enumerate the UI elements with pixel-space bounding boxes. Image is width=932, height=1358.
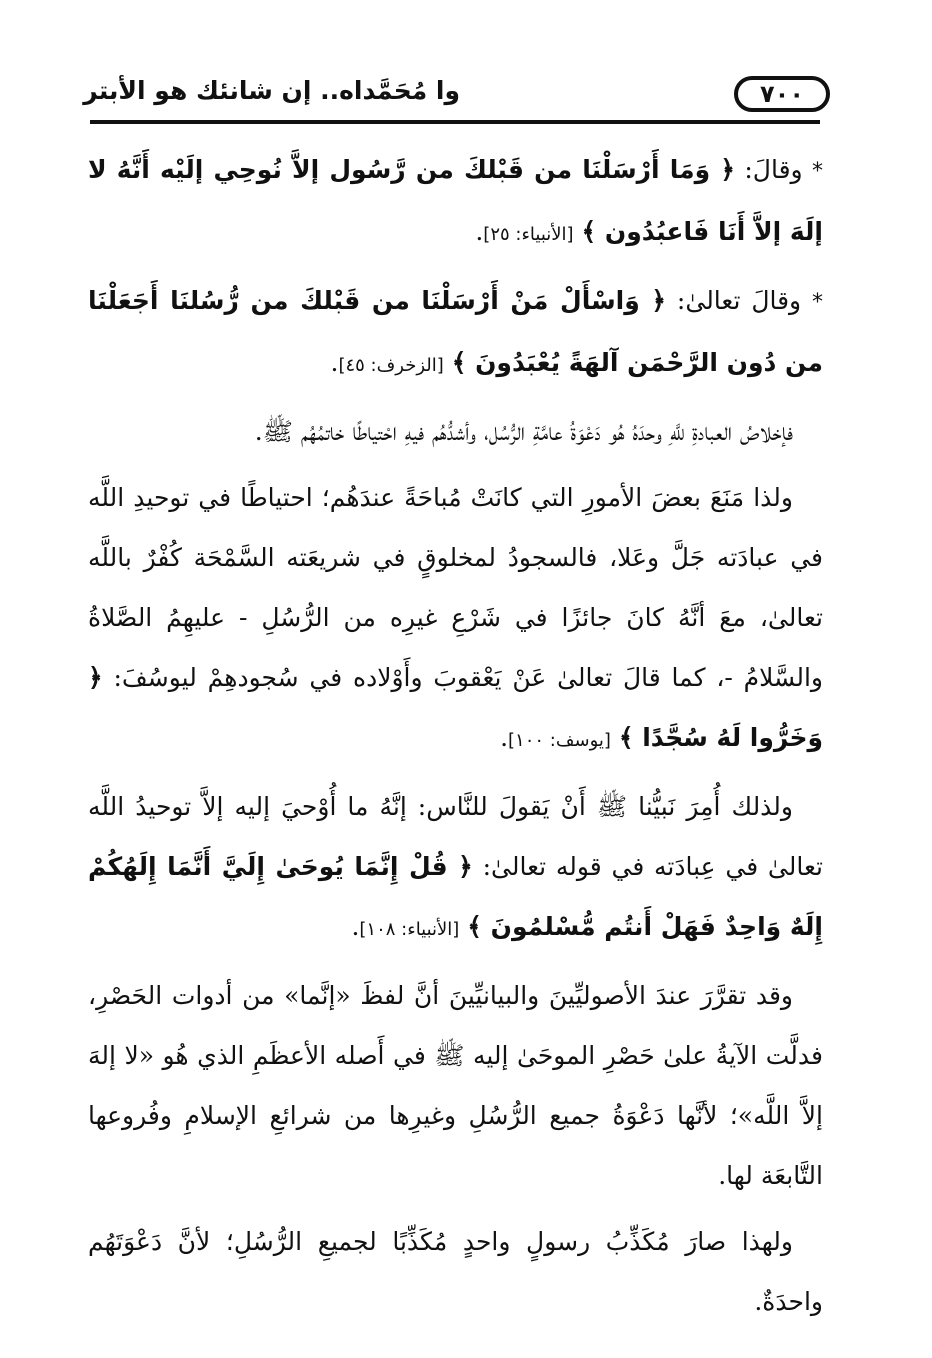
verse-reference: [الأنبياء: ١٠٨] [359, 919, 460, 940]
quran-verse: ﴿ وَمَا أَرْسَلْنَا من قَبْلكَ من رَّسُول إلاَّ نُوحِي إلَيْه أَنَّهُ لا إلَهَ إلاَّ أَنَا فَاعبُدُون ﴾ [88, 155, 823, 246]
running-title: وا مُحَمَّداه.. إن شانئك هو الأبتر [83, 76, 460, 105]
body-text: ولذلك أُمِرَ نَبيُّنا ﷺ أَنْ يَقولَ للنَّاس: إنَّهُ ما أُوْحيَ إليه إلاَّ توحيدُ اللَّه تعالىٰ في عِبادَته في قوله تعالىٰ: [88, 792, 823, 881]
page-body [88, 140, 823, 1338]
paragraph-quote-1 [88, 140, 823, 265]
paragraph-body-3 [88, 777, 823, 960]
page-number-text: ٧٠٠ [760, 80, 804, 108]
paragraph-body-1: فإخلاصُ العبادةِ للَّهِ وحدَهُ هُو دَعْوَةُ عامَّةِ الرُّسُل، وأشدُّهُم فيهِ احْتياطًا خاتمُهُم ﷺ. [254, 417, 793, 446]
verse-reference: [الأنبياء: ٢٥] [483, 224, 574, 245]
verse-reference: [الزخرف: ٤٥] [338, 355, 444, 376]
paragraph-body-5: ولهذا صارَ مُكَذِّبُ رسولٍ واحدٍ مُكَذِّبًا لجميعِ الرُّسُلِ؛ لأنَّ دَعْوَتَهُم واحدَةٌ. [88, 1227, 823, 1316]
paragraph-body-2 [88, 468, 823, 771]
page-header [60, 62, 830, 120]
sentence-end: . [351, 912, 360, 941]
quran-verse: ﴿ قُلْ إِنَّمَا يُوحَىٰ إِلَيَّ أَنَّمَا إِلَهُكُمْ إِلَهٌ وَاحِدٌ فَهَلْ أَنتُم مُّسْلمُونَ ﴾ [88, 852, 823, 941]
bullet-star-icon: * [812, 290, 823, 315]
quote-intro: وقالَ: [734, 155, 803, 184]
header-rule [90, 120, 820, 124]
quote-intro: وقالَ تعالىٰ: [666, 286, 802, 315]
quran-verse: ﴿ وَاسْأَلْ مَنْ أَرْسَلْنَا من قَبْلكَ من رُّسُلنَا أَجَعَلْنَا من دُون الرَّحْمَن آلهَةً يُعْبَدُونَ ﴾ [88, 286, 823, 377]
paragraph-body-4: وقد تقرَّرَ عندَ الأصوليِّينَ والبيانيِّينَ أنَّ لفظَ «إنَّما» من أدوات الحَصْرِ، فدلَّت الآيةُ علىٰ حَصْرِ الموحَىٰ إليه ﷺ في أَصله الأعظَمِ الذي هُو «لا إلهَ إلاَّ اللَّه»؛ لأنَّها دَعْوَةُ جميع الرُّسُلِ وغيرِها من شرائعِ الإسلامِ وفُروعها التَّابعَة لها. [88, 981, 823, 1190]
quran-verse: ﴿ وَخَرُّوا لَهُ سُجَّدًا ﴾ [88, 663, 823, 752]
verse-reference: [يوسف: ١٠٠] [508, 730, 611, 751]
bullet-star-icon: * [812, 159, 823, 184]
sentence-end: . [500, 723, 509, 752]
page-number [734, 76, 830, 112]
body-text: ولذا مَنَعَ بعضَ الأمورِ التي كانَتْ مُباحَةً عندَهُم؛ احتياطًا في توحيدِ اللَّه في عبادَته جَلَّ وعَلا، فالسجودُ لمخلوقٍ في شريعَته السَّمْحَة كُفْرٌ باللَّه تعالىٰ، معَ أنَّهُ كانَ جائزًا في شَرْعِ غيرِه من الرُّسُلِ - عليهِمُ الصَّلاةُ والسَّلامُ -، كما قالَ تعالىٰ عَنْ يَعْقوبَ وأَوْلاده في سُجودهِمْ ليوسُفَ: [88, 483, 824, 692]
sentence-end: . [330, 348, 339, 377]
sentence-end: . [475, 217, 484, 246]
paragraph-quote-2 [88, 271, 823, 396]
